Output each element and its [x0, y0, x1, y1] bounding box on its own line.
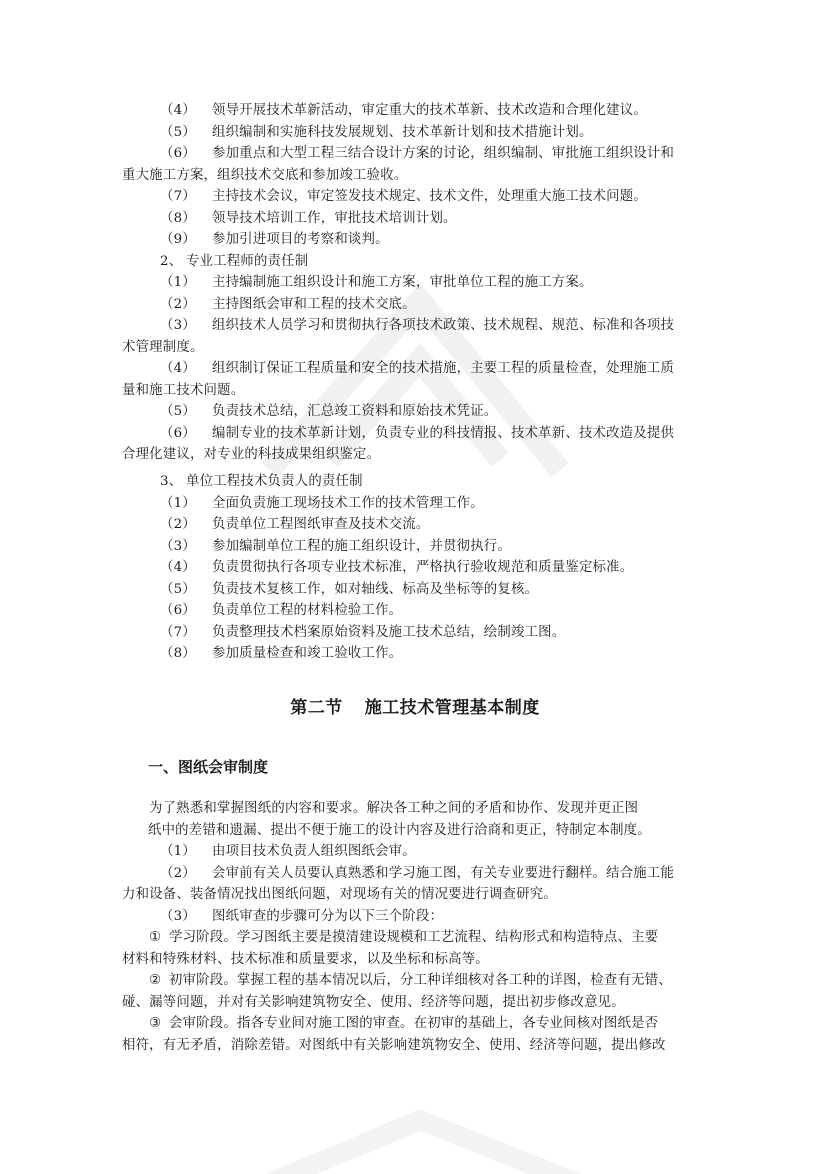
subsection-heading: 3、 单位工程技术负责人的责任制	[160, 474, 363, 489]
list-item: （3） 图纸审查的步骤可分为以下三个阶段：	[160, 908, 444, 924]
list-item: （8） 参加质量检查和竣工验收工作。	[160, 646, 403, 661]
stage-item-continuation: 碰、漏等问题，并对有关影响建筑物安全、使用、经济等问题，提出初步修改意见。	[122, 994, 625, 1010]
list-item: （2） 会审前有关人员要认真熟悉和学习施工图，有关专业要进行翻样。结合施工能	[160, 865, 675, 881]
list-item: （1） 由项目技术负责人组织图纸会审。	[160, 844, 416, 859]
list-item: （2） 负责单位工程图纸审查及技术交流。	[160, 517, 430, 532]
list-item: （7） 主持技术会议，审定签发技术规定、技术文件，处理重大施工技术问题。	[160, 189, 647, 204]
list-item: （6） 参加重点和大型工程三结合设计方案的讨论，组织编制、审批施工组织设计和	[160, 146, 675, 161]
list-item-continuation: 力和设备、装备情况找出图纸问题，对现场有关的情况要进行调查研究。	[122, 887, 557, 902]
list-item: （5） 组织编制和实施科技发展规划、技术革新计划和技术措施计划。	[160, 124, 593, 140]
stage-item-continuation: 材料和特殊材料、技术标准和质量要求，以及坐标和标高等。	[122, 951, 489, 967]
stage-item: ① 学习阶段。学习图纸主要是摸清建设规模和工艺流程、结构形式和构造特点、主要	[149, 930, 659, 945]
subsection-heading: 2、 专业工程师的责任制	[160, 253, 309, 269]
list-item: （5） 负责技术复核工作，如对轴线、标高及坐标等的复核。	[160, 581, 539, 597]
stage-item-continuation: 相符，有无矛盾，消除差错。对图纸中有关影响建筑物安全、使用、经济等问题，提出修改	[122, 1037, 666, 1053]
list-item: （6） 编制专业的技术革新计划，负责专业的科技情报、技术革新、技术改造及提供	[160, 425, 675, 441]
stage-item: ③ 会审阶段。指各专业间对施工图的审查。在初审的基础上，各专业间核对图纸是否	[149, 1016, 659, 1031]
list-item-continuation: 重大施工方案，组织技术交底和参加竣工验收。	[122, 167, 408, 183]
list-item: （3） 组织技术人员学习和贯彻执行各项技术政策、技术规程、规范、标准和各项技	[160, 318, 675, 333]
list-item: （1） 全面负责施工现场技术工作的技术管理工作。	[160, 495, 484, 511]
list-item: （9） 参加引进项目的考察和谈判。	[160, 232, 389, 247]
list-item: （4） 负责贯彻执行各项专业技术标准，严格执行验收规范和质量鉴定标准。	[160, 560, 634, 575]
list-item: （4） 组织制订保证工程质量和安全的技术措施，主要工程的质量检查，处理施工质	[160, 361, 675, 376]
paragraph-line: 为了熟悉和掌握图纸的内容和要求。解决各工种之间的矛盾和协作、发现并更正图	[149, 801, 639, 816]
paragraph-line: 纸中的差错和遗漏、提出不便于施工的设计内容及进行洽商和更正，特制定本制度。	[148, 822, 651, 838]
list-item: （6） 负责单位工程的材料检验工作。	[160, 603, 403, 618]
list-item: （5） 负责技术总结，汇总竣工资料和原始技术凭证。	[160, 404, 498, 419]
list-item: （3） 参加编制单位工程的施工组织设计，并贯彻执行。	[160, 538, 511, 554]
subheading: 一、图纸会审制度	[148, 758, 269, 776]
list-item-continuation: 量和施工技术问题。	[122, 382, 245, 398]
list-item: （4） 领导开展技术革新活动，审定重大的技术革新、技术改造和合理化建议。	[160, 103, 647, 118]
list-item: （8） 领导技术培训工作，审批技术培训计划。	[160, 210, 457, 226]
list-item: （2） 主持图纸会审和工程的技术交底。	[160, 296, 416, 312]
list-item-continuation: 术管理制度。	[122, 339, 204, 355]
list-item: （7） 负责整理技术档案原始资料及施工技术总结，绘制竣工图。	[160, 624, 566, 640]
section-title: 第二节 施工技术管理基本制度	[290, 698, 540, 718]
list-item: （1） 主持编制施工组织设计和施工方案，审批单位工程的施工方案。	[160, 275, 593, 290]
list-item-continuation: 合理化建议，对专业的科技成果组织鉴定。	[122, 447, 381, 462]
stage-item: ② 初审阶段。掌握工程的基本情况以后，分工种详细核对各工种的详图，检查有无错、	[149, 973, 672, 988]
